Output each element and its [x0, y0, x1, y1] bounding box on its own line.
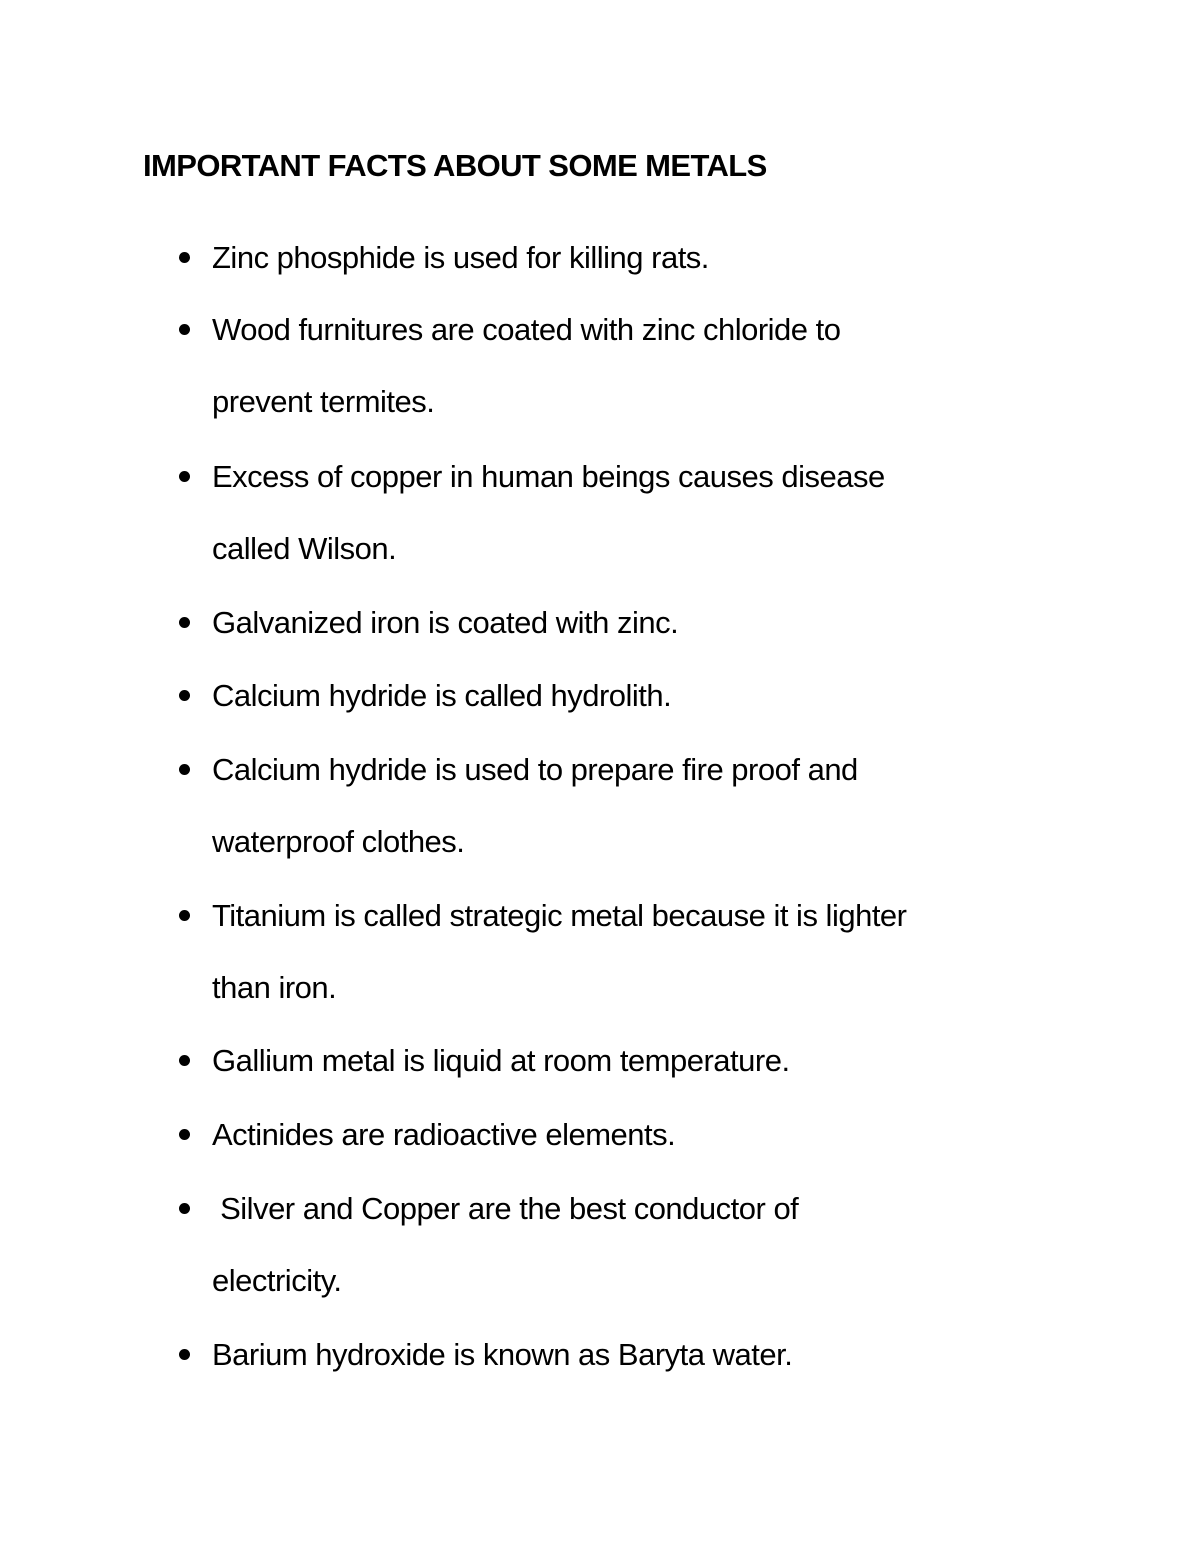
bullet-icon [179, 1349, 190, 1360]
fact-text-continuation: prevent termites. [212, 384, 435, 419]
fact-text: Excess of copper in human beings causes disease [212, 459, 885, 494]
fact-text-continuation: waterproof clothes. [212, 824, 465, 859]
bullet-icon [179, 690, 190, 701]
fact-text: Wood furnitures are coated with zinc chloride to [212, 312, 841, 347]
fact-text: Barium hydroxide is known as Baryta water. [212, 1337, 793, 1372]
bullet-icon [179, 252, 190, 263]
fact-text: Gallium metal is liquid at room temperature. [212, 1043, 790, 1078]
bullet-icon [179, 1055, 190, 1066]
fact-text: Silver and Copper are the best conductor of [212, 1191, 799, 1226]
bullet-icon [179, 1203, 190, 1214]
fact-text: Galvanized iron is coated with zinc. [212, 605, 679, 640]
bullet-icon [179, 910, 190, 921]
bullet-icon [179, 324, 190, 335]
fact-text-continuation: electricity. [212, 1263, 342, 1298]
fact-text: Calcium hydride is used to prepare fire proof and [212, 752, 858, 787]
fact-text-continuation: than iron. [212, 970, 337, 1005]
fact-text: Titanium is called strategic metal because it is lighter [212, 898, 907, 933]
fact-text-continuation: called Wilson. [212, 531, 397, 566]
bullet-icon [179, 1129, 190, 1140]
bullet-icon [179, 617, 190, 628]
fact-text: Calcium hydride is called hydrolith. [212, 678, 672, 713]
fact-text: Actinides are radioactive elements. [212, 1117, 676, 1152]
bullet-icon [179, 764, 190, 775]
bullet-icon [179, 471, 190, 482]
fact-text: Zinc phosphide is used for killing rats. [212, 240, 709, 275]
document-title: IMPORTANT FACTS ABOUT SOME METALS [143, 148, 767, 183]
